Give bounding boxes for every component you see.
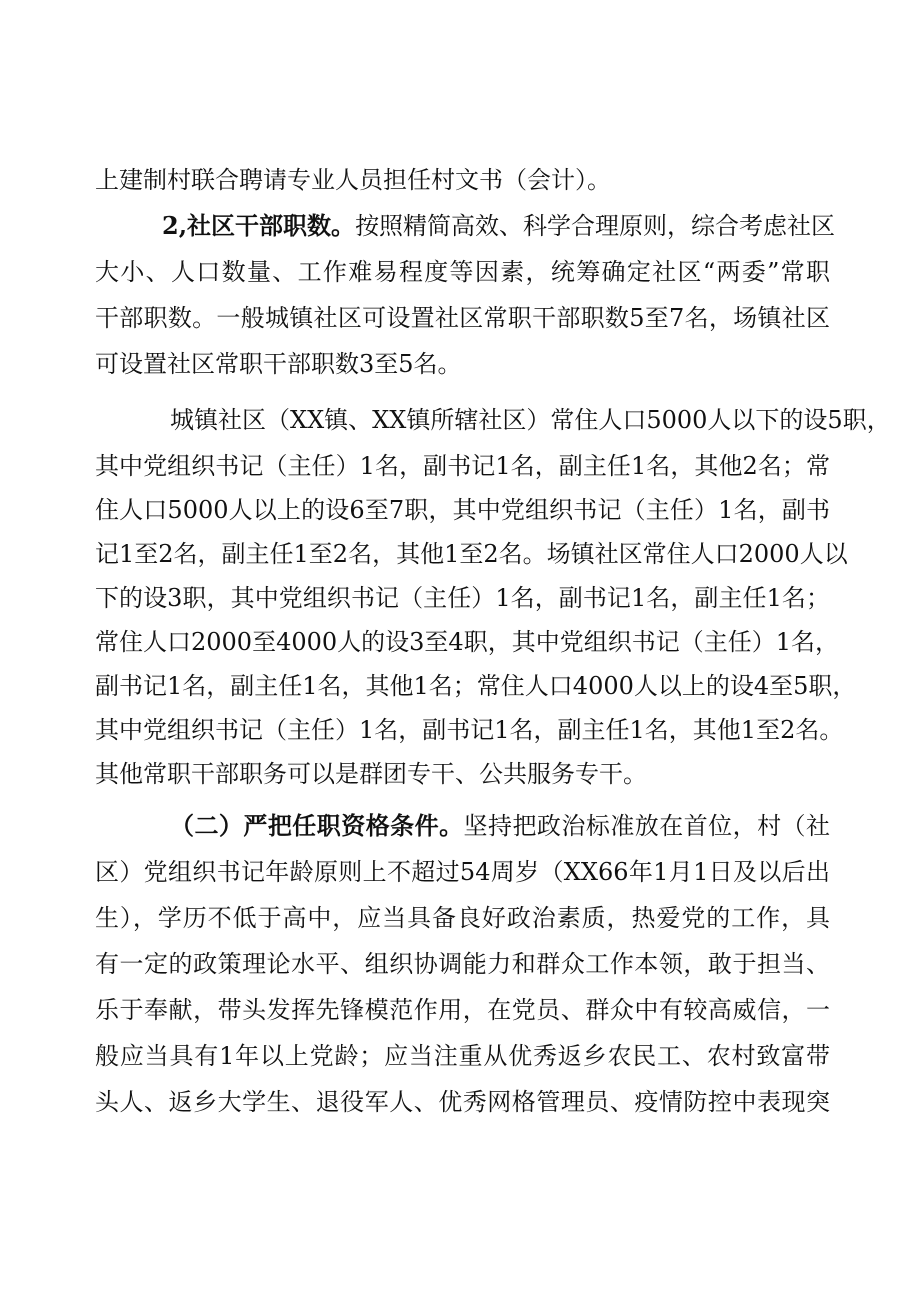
text-line-8	[95, 494, 830, 526]
line-segment: 可设置社区常职干部职数3至5名。	[95, 350, 462, 378]
line-segment: 乐于奉献，带头发挥先锋模范作用，在党员、群众中有较高威信，一	[95, 996, 830, 1024]
text-line-11	[95, 626, 839, 658]
text-line-4	[95, 302, 830, 334]
line-segment: 其他常职干部职务可以是群团专干、公共服务专干。	[95, 760, 647, 788]
text-line-18	[95, 948, 830, 980]
text-line-9	[95, 538, 848, 570]
line-segment: 区）党组织书记年龄原则上不超过54周岁（XX66年1月1日及以后出	[95, 858, 830, 886]
line-segment: 记1至2名，副主任1至2名，其他1至2名。场镇社区常住人口2000人以	[95, 540, 848, 568]
text-line-12	[95, 670, 857, 702]
line-segment: 常住人口2000至4000人的设3至4职，其中党组织书记（主任）1名，	[95, 628, 839, 656]
section-heading-bold: 2,社区干部职数。	[162, 211, 356, 240]
text-line-3	[95, 256, 830, 288]
line-segment: 其中党组织书记（主任）1名，副书记1名，副主任1名，其他2名；常	[95, 452, 830, 480]
text-line-19	[95, 994, 830, 1026]
text-line-20	[95, 1040, 830, 1072]
text-line-7	[95, 450, 830, 482]
line-segment: 有一定的政策理论水平、组织协调能力和群众工作本领，敢于担当、	[95, 950, 830, 978]
line-segment: 生），学历不低于高中，应当具备良好政治素质，热爱党的工作，具	[95, 904, 830, 932]
line-segment: 般应当具有1年以上党龄；应当注重从优秀返乡农民工、农村致富带	[95, 1042, 830, 1070]
line-segment: 头人、返乡大学生、退役军人、优秀网格管理员、疫情防控中表现突	[95, 1088, 830, 1116]
text-line-13	[95, 714, 844, 746]
text-line-2	[162, 210, 836, 242]
line-segment: 其中党组织书记（主任）1名，副书记1名，副主任1名，其他1至2名。	[95, 716, 844, 744]
text-line-15	[170, 810, 830, 842]
line-segment: 住人口5000人以上的设6至7职，其中党组织书记（主任）1名，副书	[95, 496, 830, 524]
line-segment: 下的设3职，其中党组织书记（主任）1名，副书记1名，副主任1名；	[95, 584, 830, 612]
line-segment: 副书记1名，副主任1名，其他1名；常住人口4000人以上的设4至5职，	[95, 672, 857, 700]
text-line-17	[95, 902, 830, 934]
line-segment: 按照精简高效、科学合理原则，综合考虑社区	[355, 212, 836, 240]
line-segment: 城镇社区（XX镇、XX镇所辖社区）常住人口5000人以下的设5职，	[170, 406, 891, 434]
line-segment: 干部职数。一般城镇社区可设置社区常职干部职数5至7名，场镇社区	[95, 304, 830, 332]
line-segment: 坚持把政治标准放在首位，村（社	[463, 812, 831, 840]
line-segment: 大小、人口数量、工作难易程度等因素，统筹确定社区“两委”常职	[95, 258, 830, 286]
text-line-16	[95, 856, 830, 888]
text-line-14	[95, 758, 830, 790]
text-line-6	[170, 404, 891, 436]
text-line-10	[95, 582, 830, 614]
section-heading-bold: （二）严把任职资格条件。	[170, 811, 464, 840]
text-line-21	[95, 1086, 830, 1118]
line-segment: 上建制村联合聘请专业人员担任村文书（会计）。	[95, 166, 611, 194]
text-line-1	[95, 164, 830, 196]
text-line-5	[95, 348, 830, 380]
